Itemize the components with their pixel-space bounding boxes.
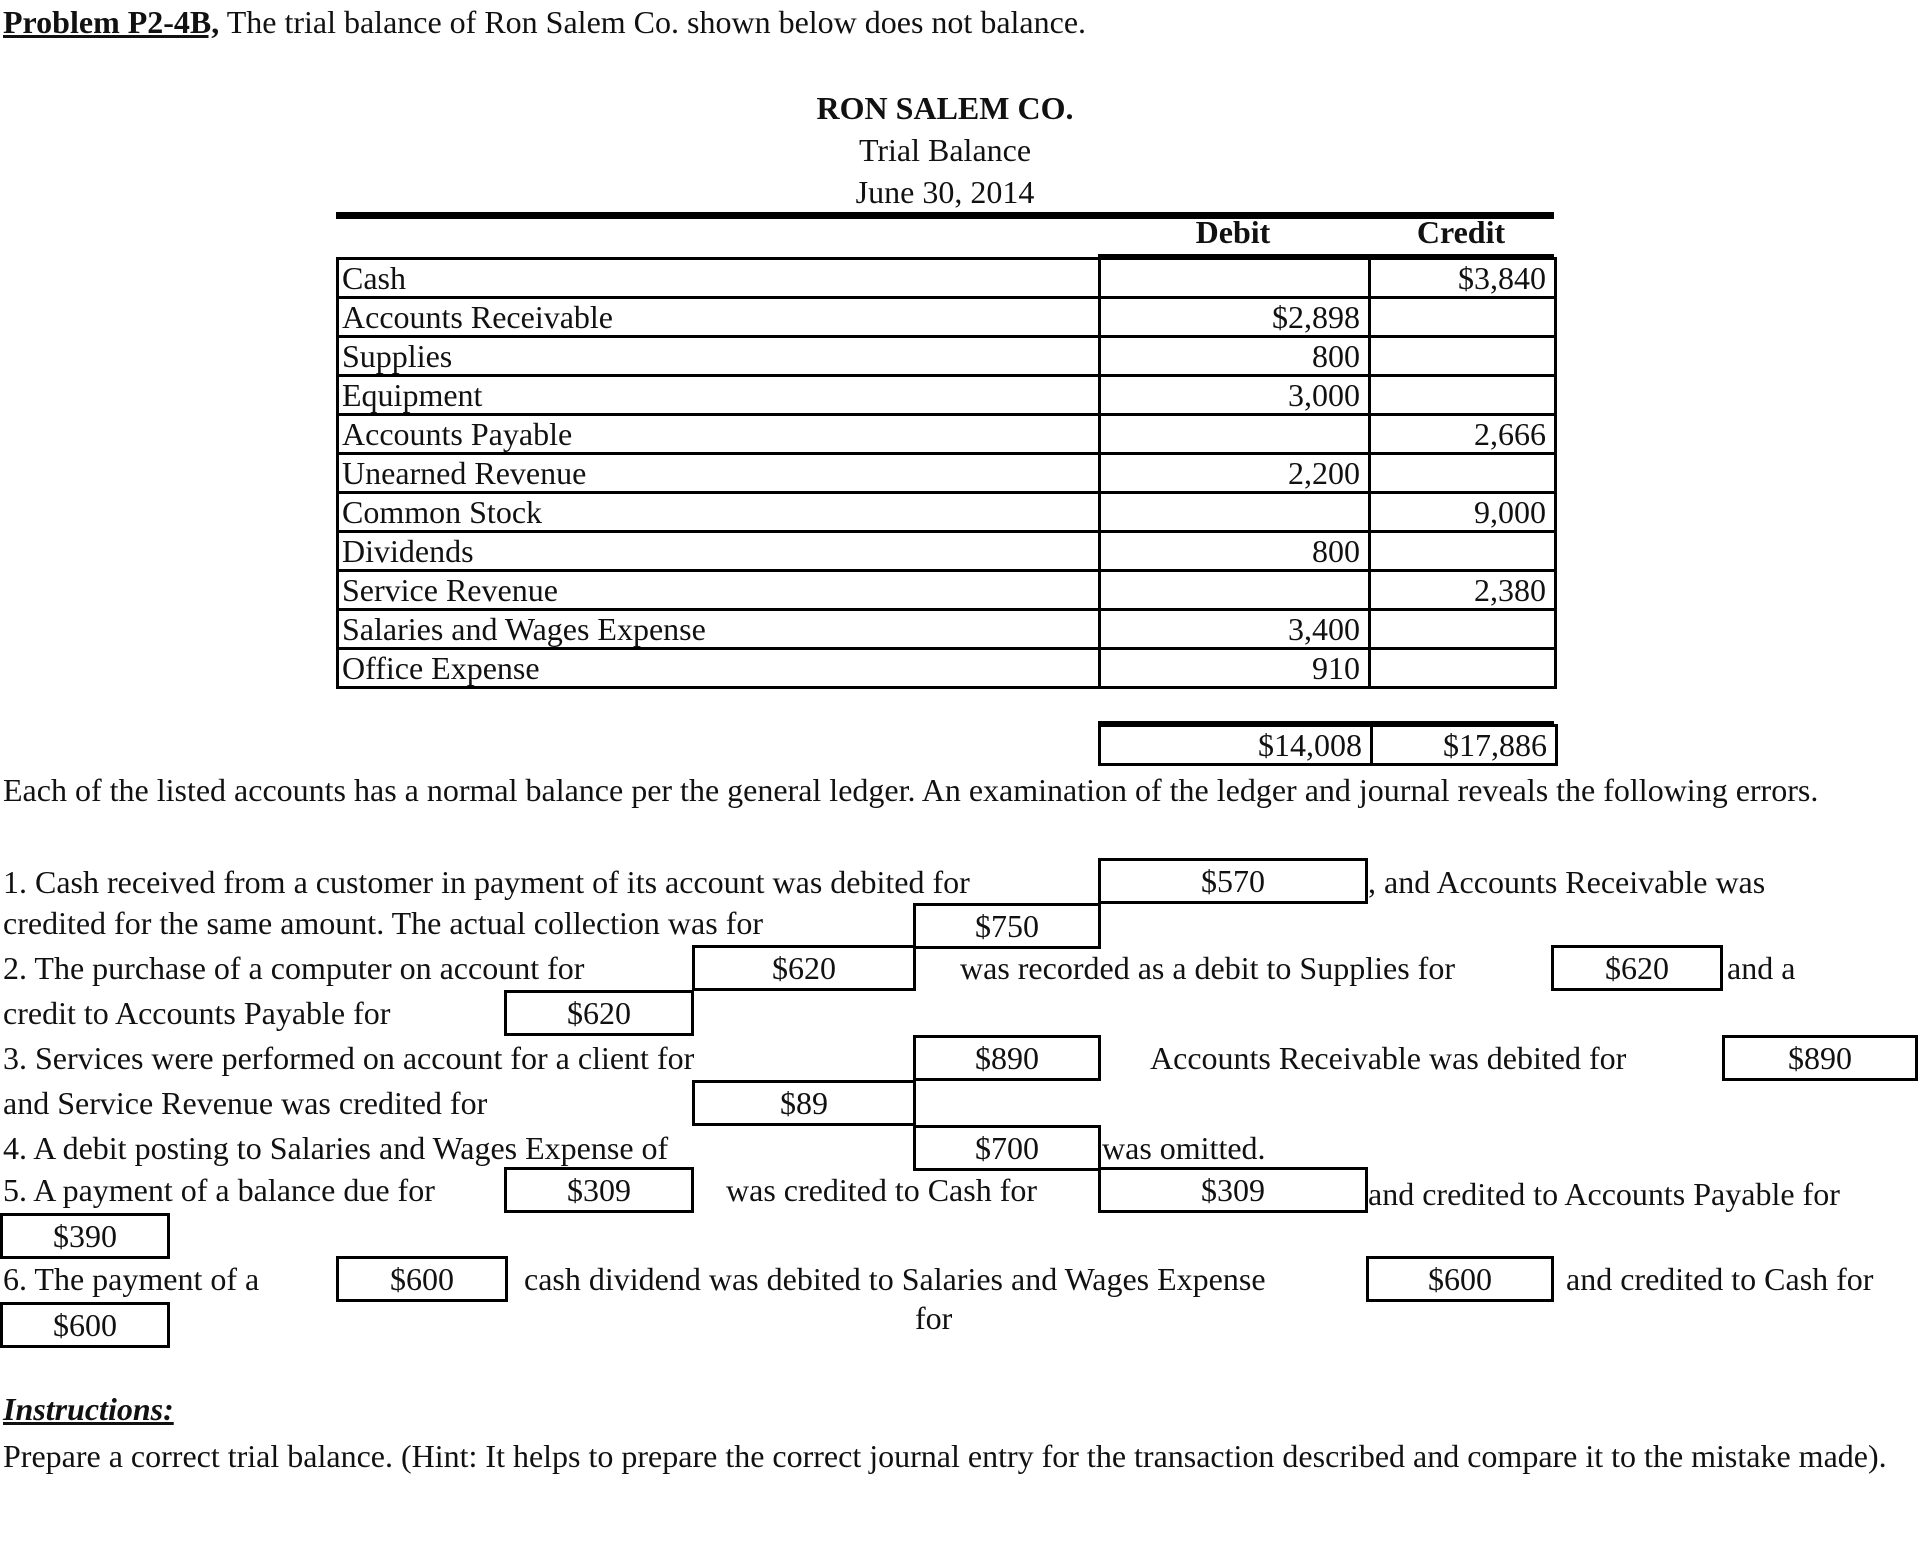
error-5-cash-amount: $309 <box>1098 1167 1368 1213</box>
error-2-supplies-amount: $620 <box>1551 945 1723 991</box>
error-3-text-b: Accounts Receivable was debited for <box>1150 1040 1627 1076</box>
credit-cell: $3,840 <box>1370 259 1556 298</box>
debit-cell: 800 <box>1100 532 1370 571</box>
table-row <box>338 649 1556 688</box>
table-row <box>338 532 1556 571</box>
account-name: Supplies <box>338 337 1100 376</box>
debit-cell: 3,400 <box>1100 610 1370 649</box>
problem-intro: The trial balance of Ron Salem Co. shown below does not balance. <box>219 4 1087 40</box>
error-1-actual-amount: $750 <box>913 903 1101 949</box>
error-5-balance-amount: $309 <box>504 1167 694 1213</box>
error-6-dividend-amount: $600 <box>336 1256 508 1302</box>
table-row <box>338 610 1556 649</box>
table-row <box>338 337 1556 376</box>
debit-cell: 2,200 <box>1100 454 1370 493</box>
error-1-debited-amount: $570 <box>1098 858 1368 904</box>
instructions-heading: Instructions: <box>3 1391 174 1427</box>
credit-cell: 2,666 <box>1370 415 1556 454</box>
account-name: Unearned Revenue <box>338 454 1100 493</box>
error-3-service-amount: $890 <box>913 1035 1101 1081</box>
error-2-text-d: credit to Accounts Payable for <box>3 995 391 1031</box>
credit-column-header: Credit <box>1416 214 1506 250</box>
credit-cell <box>1370 610 1556 649</box>
error-6-text-c: and credited to Cash for <box>1566 1261 1874 1297</box>
credit-cell <box>1370 532 1556 571</box>
error-1-text-b: , and Accounts Receivable was <box>1368 864 1766 900</box>
error-3-text-a: 3. Services were performed on account for a client for <box>3 1040 695 1076</box>
error-4-text-a: 4. A debit posting to Salaries and Wages Expense of <box>3 1130 669 1166</box>
error-2-text-b: was recorded as a debit to Supplies for <box>960 950 1455 986</box>
error-3-receivable-amount: $890 <box>1722 1035 1918 1081</box>
error-2-purchase-amount: $620 <box>692 945 916 991</box>
account-name: Cash <box>338 259 1100 298</box>
table-row <box>338 259 1556 298</box>
table-row <box>338 493 1556 532</box>
error-4-text-b: was omitted. <box>1102 1130 1266 1166</box>
debit-cell <box>1100 571 1370 610</box>
problem-label: Problem P2-4B, <box>3 4 220 40</box>
error-4-amount: $700 <box>913 1125 1101 1171</box>
table-row <box>338 415 1556 454</box>
debit-cell <box>1100 493 1370 532</box>
table-row <box>338 571 1556 610</box>
account-name: Accounts Payable <box>338 415 1100 454</box>
error-6-expense-amount: $600 <box>1366 1256 1554 1302</box>
trial-balance-table <box>336 257 1557 689</box>
credit-cell <box>1370 649 1556 688</box>
debit-cell: 910 <box>1100 649 1370 688</box>
credit-cell <box>1370 337 1556 376</box>
error-6-text-b-cont: for <box>915 1300 953 1336</box>
credit-cell <box>1370 298 1556 337</box>
company-name: RON SALEM CO. <box>816 90 1074 126</box>
account-name: Common Stock <box>338 493 1100 532</box>
debit-cell <box>1100 415 1370 454</box>
account-name: Service Revenue <box>338 571 1100 610</box>
statement-title: Trial Balance <box>858 132 1032 168</box>
account-name: Office Expense <box>338 649 1100 688</box>
table-row <box>338 376 1556 415</box>
debit-cell: 800 <box>1100 337 1370 376</box>
debit-cell: $2,898 <box>1100 298 1370 337</box>
instructions-body: Prepare a correct trial balance. (Hint: It helps to prepare the correct journal entry for the transaction described and compare it to the mistake made). <box>3 1438 1887 1474</box>
account-name: Dividends <box>338 532 1100 571</box>
debit-column-header: Debit <box>1195 214 1271 250</box>
debit-cell: 3,000 <box>1100 376 1370 415</box>
errors-intro: Each of the listed accounts has a normal balance per the general ledger. An examination of the ledger and journal reveals the following errors. <box>3 772 1819 808</box>
table-row <box>338 454 1556 493</box>
credit-cell: 9,000 <box>1370 493 1556 532</box>
statement-date: June 30, 2014 <box>855 174 1035 210</box>
error-6-cash-amount: $600 <box>0 1302 170 1348</box>
error-6-text-b: cash dividend was debited to Salaries and Wages Expense <box>524 1261 1266 1297</box>
error-2-payable-amount: $620 <box>504 990 694 1036</box>
total-debit: $14,008 <box>1100 726 1372 765</box>
error-6-text-a: 6. The payment of a <box>3 1261 260 1297</box>
debit-credit-top-rule <box>1098 254 1554 260</box>
error-5-text-b: was credited to Cash for <box>726 1172 1038 1208</box>
error-1-text-c: credited for the same amount. The actual collection was for <box>3 905 763 941</box>
total-credit: $17,886 <box>1372 726 1557 765</box>
credit-cell <box>1370 454 1556 493</box>
error-5-text-a: 5. A payment of a balance due for <box>3 1172 435 1208</box>
credit-cell <box>1370 376 1556 415</box>
credit-cell: 2,380 <box>1370 571 1556 610</box>
error-3-revenue-amount: $89 <box>692 1080 916 1126</box>
error-5-text-c: and credited to Accounts Payable for <box>1368 1176 1840 1212</box>
error-5-payable-amount: $390 <box>0 1213 170 1259</box>
error-2-text-c: and a <box>1727 950 1796 986</box>
table-row <box>338 298 1556 337</box>
account-name: Accounts Receivable <box>338 298 1100 337</box>
error-1-text-a: 1. Cash received from a customer in payment of its account was debited for <box>3 864 970 900</box>
account-name: Equipment <box>338 376 1100 415</box>
error-2-text-a: 2. The purchase of a computer on account for <box>3 950 585 986</box>
debit-cell <box>1100 259 1370 298</box>
account-name: Salaries and Wages Expense <box>338 610 1100 649</box>
totals-row <box>1098 724 1558 766</box>
error-3-text-c: and Service Revenue was credited for <box>3 1085 488 1121</box>
problem-heading <box>3 6 1086 38</box>
